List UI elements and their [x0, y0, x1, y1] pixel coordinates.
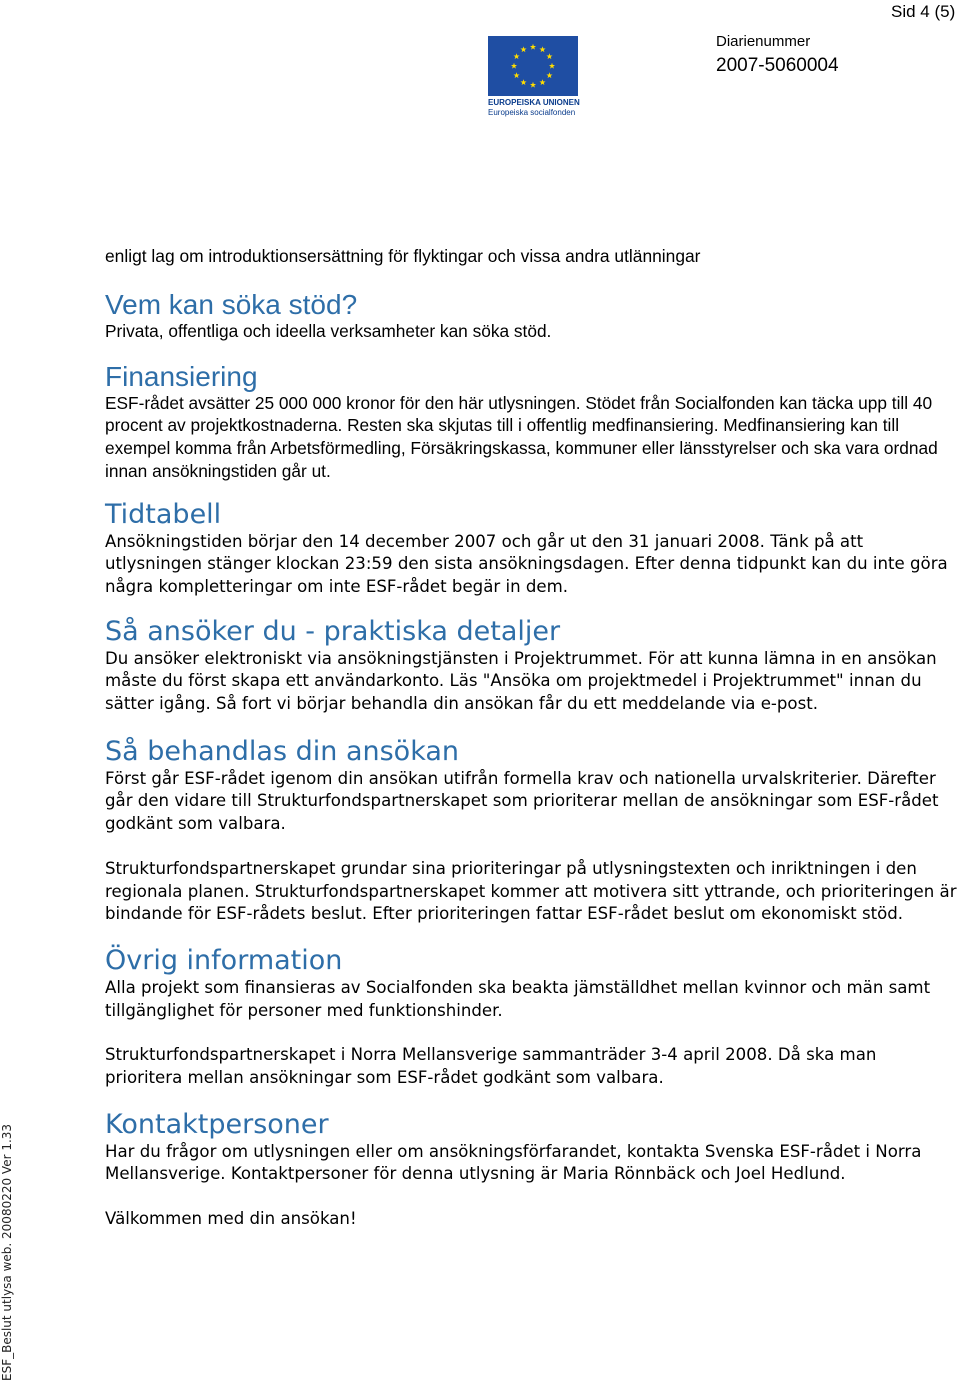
text-ovrig-information-1: Alla projekt som finansieras av Socialfonden ska beakta jämställdhet mellan kvinnor och män samt tillgänglighet för personer med funktionshinder.	[105, 977, 931, 1020]
page-number: Sid 4 (5)	[891, 2, 956, 21]
diarie-label: Diarienummer	[716, 33, 811, 50]
text-tidtabell: Ansökningstiden börjar den 14 december 2007 och går ut den 31 januari 2008. Tänk på att utlysningen stänger klockan 23:59 den sista ansökningsdagen. Efter denna tidpunkt kan du inte göra några kompletteringar om inte ESF-rådet begär in dem.	[105, 531, 948, 596]
text-sa-behandlas-1: Först går ESF-rådet igenom din ansökan utifrån formella krav och nationella urvalskriterier. Därefter går den vidare till Strukturfondspartnerskapet som prioriterar mellan de ansökningar som ESF-rådet godkänt som valbara.	[105, 768, 939, 834]
eu-logo	[486, 36, 580, 120]
heading-sa-ansoker-du: Så ansöker du - praktiska detaljer	[105, 615, 561, 647]
text-kontaktpersoner: Har du frågor om utlysningen eller om ansökningsförfarandet, kontakta Svenska ESF-rådet i Norra Mellansverige. Kontaktpersoner för denna utlysning är Maria Rönnbäck och Joel Hedlund.	[105, 1141, 922, 1184]
diarie-number: 2007-5060004	[716, 55, 839, 76]
logo-caption-esf: Europeiska socialfonden	[488, 108, 576, 117]
text-vem-kan-soka: Privata, offentliga och ideella verksamheter kan söka stöd.	[105, 321, 552, 341]
text-sa-ansoker-du: Du ansöker elektroniskt via ansökningstjänsten i Projektrummet. För att kunna lämna in en ansökan måste du först skapa ett användarkonto. Läs "Ansöka om projektmedel i Projektrummet" innan du sätter igång. Så fort vi börjar behandla din ansökan får du ett meddelande via e-post.	[105, 648, 937, 714]
intro-text: enligt lag om introduktionsersättning för flyktingar och vissa andra utlänningar	[105, 246, 701, 266]
heading-finansiering: Finansiering	[105, 360, 258, 392]
heading-vem-kan-soka: Vem kan söka stöd?	[105, 289, 358, 320]
side-footer-text: ESF_Beslut utlysa web. 20080220 Ver 1.33	[0, 1123, 14, 1381]
closing-text: Välkommen med din ansökan!	[105, 1209, 357, 1229]
document-body	[105, 245, 957, 1231]
text-ovrig-information-2: Strukturfondspartnerskapet i Norra Mellansverige sammanträder 3-4 april 2008. Då ska man prioritera mellan ansökningar som ESF-rådet godkänt som valbara.	[105, 1045, 877, 1088]
heading-ovrig-information: Övrig information	[105, 944, 343, 976]
heading-tidtabell: Tidtabell	[105, 498, 222, 530]
text-finansiering: ESF-rådet avsätter 25 000 000 kronor för den här utlysningen. Stödet från Socialfonden kan täcka upp till 40 procent av projektkostnaderna. Resten ska skjutas till i offentlig medfinansiering. Medfinansiering kan till exempel komma från Arbetsförmedling, Försäkringskassa, kommuner eller länsstyrelser och ska vara ordnad innan ansökningstiden går ut.	[105, 392, 938, 481]
eu-flag-icon	[488, 36, 578, 96]
heading-kontaktpersoner: Kontaktpersoner	[105, 1108, 329, 1140]
logo-caption-eu: EUROPEISKA UNIONEN	[488, 98, 580, 107]
heading-sa-behandlas: Så behandlas din ansökan	[105, 735, 460, 767]
text-sa-behandlas-2: Strukturfondspartnerskapet grundar sina prioriteringar på utlysningstexten och inriktningen i den regionala planen. Strukturfondspartnerskapet kommer att motivera sitt yttrande, och prioriteringen är bindande för ESF-rådets beslut. Efter prioriteringen fattar ESF-rådet beslut om ekonomiskt stöd.	[105, 858, 957, 924]
